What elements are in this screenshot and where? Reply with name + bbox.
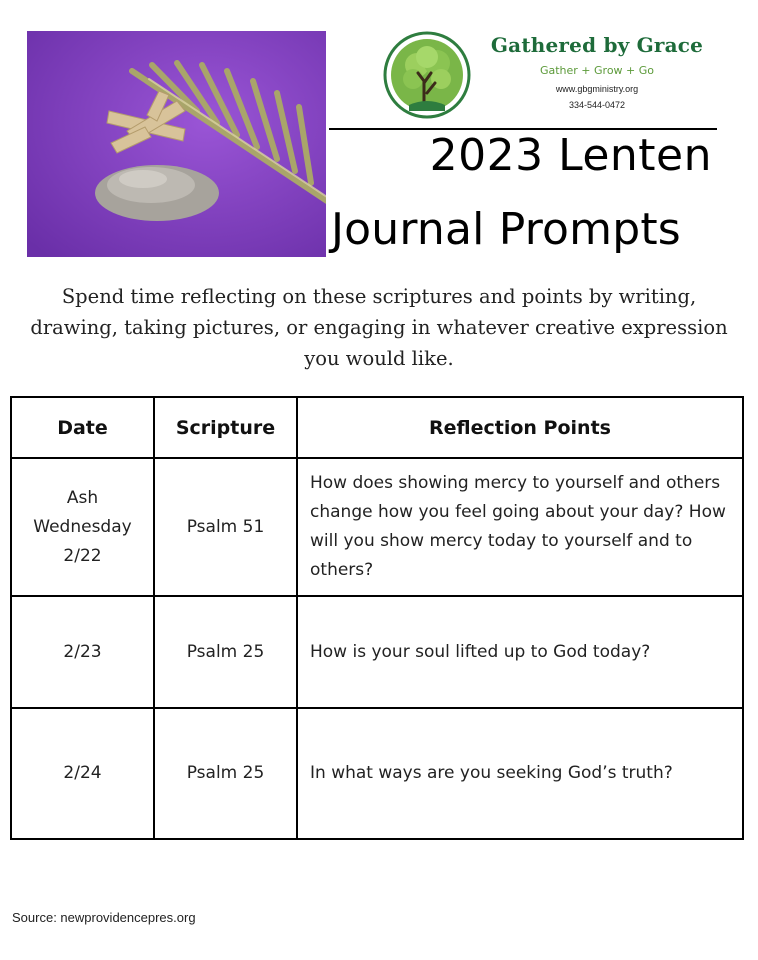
reflection-cell: How does showing mercy to yourself and others change how you feel going about your day? How will you show mercy today to yourself and to others? <box>297 458 743 596</box>
brand-phone: 334-544-0472 <box>568 100 626 110</box>
prompts-table <box>10 396 744 840</box>
tree-logo-icon <box>383 31 471 119</box>
intro-text: Spend time reflecting on these scriptures and points by writing, drawing, taking pictures, or engaging in whatever creative expression you would like. <box>30 285 728 370</box>
scripture-cell: Psalm 51 <box>154 458 297 596</box>
reflection-cell: How is your soul lifted up to God today? <box>297 596 743 708</box>
brand-block <box>478 33 716 110</box>
title-line-1: 2023 Lenten <box>429 130 712 181</box>
scripture-cell: Psalm 25 <box>154 708 297 839</box>
brand-tagline: Gather + Grow + Go <box>539 64 655 77</box>
date-cell <box>11 458 154 596</box>
date-line: 2/23 <box>63 641 102 662</box>
source-credit: Source: newprovidencepres.org <box>12 910 196 925</box>
scripture-cell: Psalm 25 <box>154 596 297 708</box>
table-row <box>11 708 743 839</box>
palm-ashes-photo <box>27 31 326 257</box>
header-reflection: Reflection Points <box>297 397 743 458</box>
brand-url[interactable]: www.gbgministry.org <box>555 84 639 94</box>
date-cell <box>11 596 154 708</box>
table-row <box>11 596 743 708</box>
brand-name: Gathered by Grace <box>490 33 704 57</box>
table-header-row <box>11 397 743 458</box>
title-line-2: Journal Prompts <box>331 204 681 255</box>
header-scripture: Scripture <box>154 397 297 458</box>
table-row <box>11 458 743 596</box>
reflection-cell: In what ways are you seeking God’s truth? <box>297 708 743 839</box>
date-line: Wednesday <box>33 516 132 537</box>
date-cell <box>11 708 154 839</box>
date-line: 2/24 <box>63 763 102 783</box>
date-line: Ash <box>66 487 99 508</box>
header-date: Date <box>11 397 154 458</box>
date-line: 2/22 <box>63 545 102 566</box>
